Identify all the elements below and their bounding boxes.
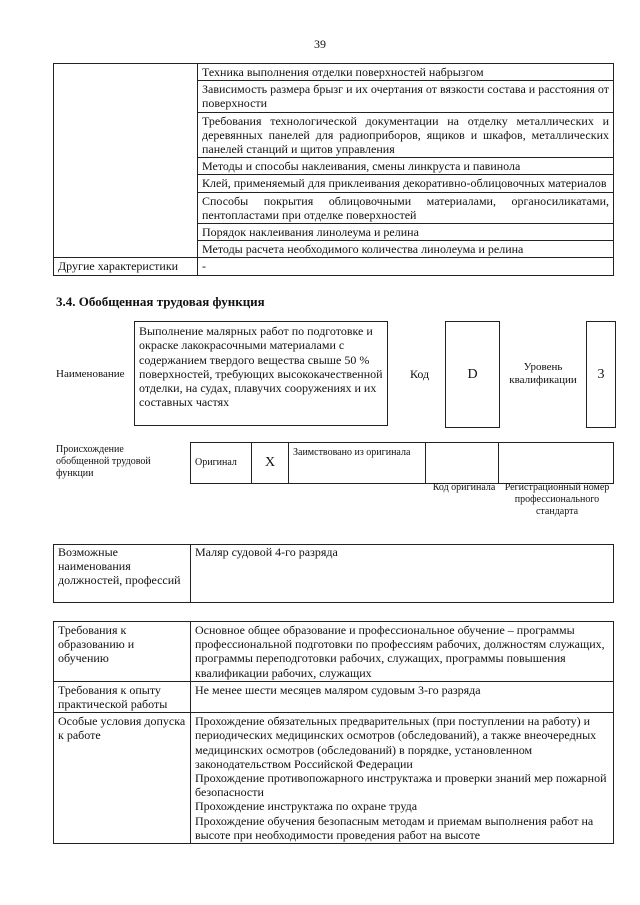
- admission-item: Прохождение инструктажа по охране труда: [195, 799, 418, 814]
- table-row: [53, 443, 614, 484]
- section-title: 3.4. Обобщенная трудовая функция: [56, 294, 265, 309]
- positions-table: [53, 544, 614, 603]
- experience-value: Не менее шести месяцев маляром судовым 3-го разряда: [191, 681, 614, 712]
- table-cell: Способы покрытия облицовочными материалами, органосиликатами, пентопластами при отделке поверхностей: [198, 192, 614, 223]
- table-row: [54, 545, 614, 603]
- table-cell: Зависимость размера брызг и их очертания от вязкости состава и расстояния от поверхности: [198, 81, 614, 112]
- table-row: [54, 713, 614, 844]
- original-label: Оригинал: [191, 443, 252, 484]
- table-cell: Требования технологической документации на отделку металлических и деревянных панелей для радиоприборов, ящиков и шкафов, металлических панелей станций и щитов управления: [198, 112, 614, 158]
- registration-number-cell: [499, 443, 614, 484]
- table-cell: Клей, применяемый для приклеивания декоративно-облицовочных материалов: [198, 175, 614, 192]
- borrowed-label: Заимствовано из оригинала: [289, 443, 426, 484]
- table-cell: Порядок наклеивания линолеума и релина: [198, 224, 614, 241]
- original-code-cell: [426, 443, 499, 484]
- admission-item: Прохождение противопожарного инструктажа и проверки знаний мер пожарной безопасности: [195, 771, 607, 800]
- registration-caption: Регистрационный номер профессионального стандарта: [504, 482, 610, 517]
- education-label: Требования к образованию и обучению: [54, 622, 191, 682]
- other-characteristics-value: -: [198, 258, 614, 275]
- other-characteristics-label: Другие характеристики: [54, 258, 198, 275]
- name-label: Наименование: [56, 368, 125, 380]
- admission-label: Особые условия допуска к работе: [54, 713, 191, 844]
- table-row: [54, 258, 614, 275]
- code-value: D: [445, 321, 500, 428]
- table-cell: Методы и способы наклеивания, смены линкруста и павинола: [198, 158, 614, 175]
- positions-label: Возможные наименования должностей, профессий: [54, 545, 191, 603]
- requirements-table: [53, 621, 614, 844]
- table-row: [54, 681, 614, 712]
- original-mark: X: [252, 443, 289, 484]
- admission-values: [191, 713, 614, 844]
- admission-item: Прохождение обязательных предварительных (при поступлении на работу) и периодических медицинских осмотров (обследований), а также внеочередных медицинских осмотров (обследований) в порядке, установленном законодательством Российской Федерации: [195, 714, 597, 771]
- level-value: 3: [586, 321, 616, 428]
- table-row: [54, 64, 614, 81]
- function-name-value: Выполнение малярных работ по подготовке и окраске лакокрасочными материалами с содержанием твердого вещества свыше 50 % поверхностей, требующих высококачественной отделки, на судах, плавучих сооружениях и их составных частях: [134, 321, 388, 426]
- knowledge-table: [53, 63, 614, 276]
- table-cell-empty: [54, 64, 198, 258]
- origin-table: [53, 442, 614, 484]
- level-label: Уровень квалификации: [509, 361, 577, 386]
- education-value: Основное общее образование и профессиональное обучение – программы профессиональной подготовки по профессиям рабочих, должностям служащих, программы переподготовки рабочих, служащих, программы повышения квалификации рабочих, служащих: [191, 622, 614, 682]
- origin-spacer: [53, 443, 191, 484]
- code-caption: Код оригинала: [432, 482, 496, 493]
- positions-value: Маляр судовой 4-го разряда: [191, 545, 614, 603]
- experience-label: Требования к опыту практической работы: [54, 681, 191, 712]
- table-cell: Техника выполнения отделки поверхностей набрызгом: [198, 64, 614, 81]
- table-cell: Методы расчета необходимого количества линолеума и релина: [198, 241, 614, 258]
- origin-label: Происхождение обобщенной трудовой функции: [56, 444, 151, 479]
- table-row: [54, 622, 614, 682]
- code-label: Код: [410, 367, 430, 381]
- page-number: 39: [314, 37, 326, 51]
- admission-item: Прохождение обучения безопасным методам и приемам выполнения работ на высоте при необходимости проведения работ на высоте: [195, 813, 594, 842]
